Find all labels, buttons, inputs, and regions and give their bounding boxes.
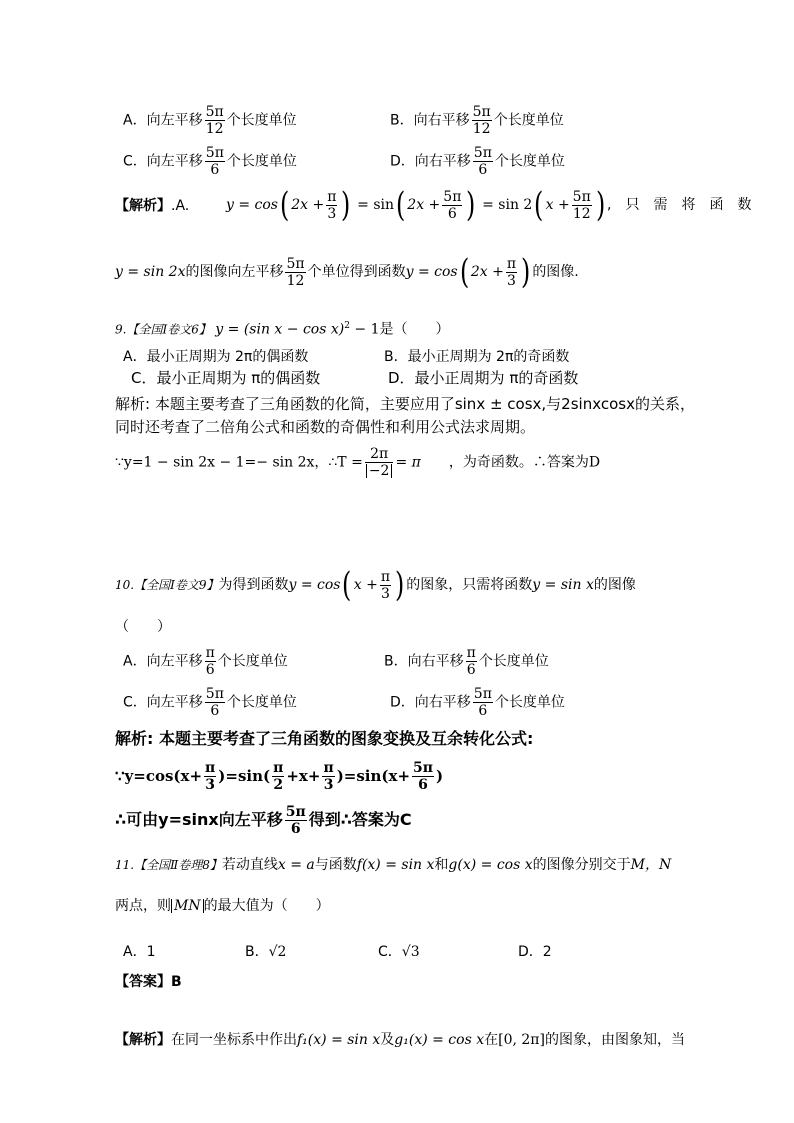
eq-exponent: 2 bbox=[344, 321, 350, 331]
fraction-den: 6 bbox=[447, 205, 457, 222]
q8-option-a-label: A．向左平移 bbox=[123, 112, 203, 129]
eq-part: = sin bbox=[357, 197, 395, 213]
q8-option-b-fraction bbox=[472, 104, 492, 137]
eq-part: [0, 2π] bbox=[498, 1032, 545, 1048]
fraction-num: 5π bbox=[285, 804, 306, 820]
q8-solution-label: 【解析】 bbox=[115, 198, 171, 214]
eq-part: f₁(x) = sin x bbox=[297, 1032, 381, 1048]
eq-part: M，N bbox=[630, 857, 672, 873]
text-part: 两点，则 bbox=[115, 898, 171, 914]
fraction-den: 6 bbox=[210, 162, 220, 178]
q9-solution-line3 bbox=[115, 446, 600, 479]
q9-option-a: A．最小正周期为 2π的偶函数 bbox=[123, 349, 309, 365]
q10-option-a-fraction bbox=[205, 645, 216, 678]
text-part: 的图象，由图象知，当 bbox=[544, 1032, 685, 1048]
paren-close: ) bbox=[466, 185, 476, 225]
q8-option-c-label: C．向左平移 bbox=[123, 153, 203, 170]
text-part: 和 bbox=[434, 857, 449, 873]
fraction-num: π bbox=[205, 645, 215, 661]
eq-fraction bbox=[326, 189, 337, 222]
q8-solution-equation bbox=[226, 185, 766, 225]
fraction-den: 6 bbox=[478, 162, 488, 178]
q10-option-c-suffix: 个长度单位 bbox=[226, 694, 297, 711]
q11-solution-label: 【解析】 bbox=[115, 1032, 171, 1048]
q8-option-b bbox=[390, 104, 564, 137]
q9-option-d: D．最小正周期为 π的奇函数 bbox=[388, 369, 579, 387]
paren-open: ( bbox=[459, 252, 469, 292]
eq-fraction bbox=[285, 804, 307, 837]
fraction-num: π bbox=[380, 568, 391, 585]
fraction-num: 5π bbox=[473, 145, 492, 161]
fraction-num: 5π bbox=[205, 686, 224, 702]
text-part: 的图像分别交于 bbox=[532, 857, 631, 873]
fraction-num: π bbox=[506, 255, 517, 272]
text-part: B． bbox=[245, 944, 269, 960]
eq-part: )=sin(x+ bbox=[336, 767, 411, 785]
text-part: 若动直线 bbox=[221, 857, 278, 873]
q9-solution-line2: 同时还考查了二倍角公式和函数的奇偶性和利用公式法求周期。 bbox=[115, 418, 536, 436]
q8-option-d-label: D．向右平移 bbox=[390, 153, 471, 170]
fraction-den: 6 bbox=[205, 662, 215, 678]
paren-close: ) bbox=[595, 185, 606, 225]
fraction-den: 12 bbox=[472, 121, 491, 137]
fraction-num: π bbox=[205, 760, 216, 776]
q9-stem-tail: 是（ ） bbox=[379, 321, 450, 338]
eq-part: 2x + bbox=[470, 264, 504, 280]
eq-tail-text: ,只需将函数 bbox=[607, 197, 766, 213]
eq-part: = sin 2 bbox=[482, 197, 533, 213]
paren-close: ) bbox=[521, 252, 531, 292]
eq-part: √3 bbox=[401, 944, 420, 960]
q10-answer-blank: （ ） bbox=[115, 619, 171, 635]
fraction-den: 6 bbox=[466, 662, 476, 678]
q10-option-a-label: A．向左平移 bbox=[123, 653, 203, 670]
q11-solution bbox=[115, 1030, 685, 1050]
paren-close: ) bbox=[341, 185, 351, 225]
q10-option-d-fraction bbox=[473, 686, 493, 719]
fraction-den: 3 bbox=[205, 777, 216, 793]
q10-option-b bbox=[384, 645, 549, 678]
q8-option-a-suffix: 个长度单位 bbox=[226, 112, 297, 129]
text-part: 的图像 bbox=[593, 577, 636, 593]
eq-part: ∵y=1 − sin 2x − 1=− sin 2x，∴T = bbox=[115, 454, 363, 471]
q10-solution-line1: 解析: 本题主要考查了三角函数的图象变换及互余转化公式: bbox=[115, 729, 534, 748]
paren-open: ( bbox=[342, 565, 352, 605]
eq-part: − 1 bbox=[349, 321, 380, 338]
fraction-num: 5π bbox=[205, 145, 224, 161]
q8-option-c-suffix: 个长度单位 bbox=[226, 153, 297, 170]
q11-option-a: A．1 bbox=[123, 944, 156, 960]
q10-option-d-label: D．向右平移 bbox=[390, 694, 471, 711]
eq-part: y = cos bbox=[288, 577, 341, 593]
eq-part: 2x + bbox=[291, 197, 325, 213]
text-part: 的图像向左平移 bbox=[185, 264, 284, 280]
q9-solution-line1: 解析: 本题主要考查了三角函数的化简，主要应用了sinx ± cosx,与2sinxcosx的关系， bbox=[115, 395, 695, 413]
q10-option-a-suffix: 个长度单位 bbox=[217, 653, 288, 670]
fraction-den: 3 bbox=[323, 777, 334, 793]
fraction-den: 3 bbox=[327, 205, 337, 222]
q8-option-d bbox=[390, 145, 565, 178]
text-part: 在 bbox=[484, 1032, 499, 1048]
eq-part: f(x) = sin x bbox=[356, 857, 435, 873]
eq-fraction bbox=[442, 189, 462, 222]
q10-option-d bbox=[390, 686, 565, 719]
q10-stem bbox=[115, 565, 636, 605]
eq-part: y = (sin x − cos x) bbox=[215, 321, 345, 338]
eq-part: x + bbox=[545, 197, 570, 213]
fraction-num: 5π bbox=[413, 760, 434, 776]
text-part: 的最大值为（ ） bbox=[203, 898, 330, 914]
q10-option-b-label: B．向右平移 bbox=[384, 653, 464, 670]
q10-option-c-label: C．向左平移 bbox=[123, 694, 203, 711]
q11-stem-line2 bbox=[115, 896, 330, 916]
eq-part: y = cos bbox=[405, 264, 458, 280]
q8-option-c bbox=[123, 145, 297, 178]
eq-fraction bbox=[506, 256, 517, 289]
q10-solution-line2 bbox=[115, 760, 443, 793]
q10-source-label: 10.【全国Ⅰ卷文9】 bbox=[115, 578, 219, 592]
fraction-num: π bbox=[327, 188, 337, 205]
text-part: 在同一坐标系中作出 bbox=[171, 1032, 297, 1048]
q8-solution-line1 bbox=[115, 196, 189, 216]
eq-part: y = cos bbox=[226, 197, 278, 213]
q8-option-c-fraction bbox=[205, 145, 225, 178]
fraction-num: 5π bbox=[286, 255, 305, 272]
q8-option-d-fraction bbox=[473, 145, 493, 178]
eq-part: √2 bbox=[268, 944, 287, 960]
q10-option-b-fraction bbox=[466, 645, 477, 678]
text-part: ∴可由y=sinx向左平移 bbox=[115, 810, 283, 829]
eq-part: x + bbox=[353, 577, 378, 593]
eq-part: g₁(x) = cos x bbox=[394, 1032, 485, 1048]
eq-part: ∵y=cos(x+ bbox=[115, 767, 203, 785]
fraction-num: π bbox=[466, 645, 476, 661]
text-part: 得到∴答案为C bbox=[308, 810, 412, 829]
fraction-den: 12 bbox=[286, 272, 305, 289]
paren-open: ( bbox=[396, 185, 406, 225]
eq-fraction bbox=[285, 256, 305, 289]
q9-source-label: 9.【全国Ⅰ卷文6】 bbox=[115, 322, 211, 337]
q10-option-a bbox=[123, 645, 288, 678]
q8-option-a-fraction bbox=[205, 104, 225, 137]
fraction-num: π bbox=[273, 760, 284, 776]
eq-part: +x+ bbox=[286, 767, 321, 785]
q8-option-b-label: B．向右平移 bbox=[390, 112, 470, 129]
paren-open: ( bbox=[534, 185, 544, 225]
fraction-den: 3 bbox=[380, 585, 390, 602]
eq-part: )=sin( bbox=[218, 767, 271, 785]
fraction-den: 3 bbox=[506, 272, 516, 289]
fraction-num: 2π bbox=[365, 446, 394, 463]
q10-option-b-suffix: 个长度单位 bbox=[478, 653, 549, 670]
text-part: 的图象，只需将函数 bbox=[406, 577, 533, 593]
q9-option-c: C．最小正周期为 π的偶函数 bbox=[131, 369, 321, 387]
abs-value: MN bbox=[171, 899, 204, 913]
text-part: 的图像. bbox=[532, 264, 579, 280]
fraction-num: 5π bbox=[473, 686, 492, 702]
q8-option-d-suffix: 个长度单位 bbox=[494, 153, 565, 170]
fraction-num: π bbox=[323, 760, 334, 776]
fraction-den: 2 bbox=[273, 777, 284, 793]
abs-value: −2 bbox=[366, 464, 393, 478]
q11-option-b bbox=[245, 942, 286, 962]
fraction-num: 5π bbox=[443, 188, 462, 205]
eq-part: = π bbox=[395, 454, 421, 471]
text-part: 与函数 bbox=[314, 857, 357, 873]
fraction-den: 6 bbox=[478, 703, 488, 719]
eq-part: 2x + bbox=[407, 197, 441, 213]
q9-option-b: B．最小正周期为 2π的奇函数 bbox=[384, 349, 570, 365]
eq-part: y = sin x bbox=[532, 577, 594, 593]
eq-fraction bbox=[322, 760, 334, 793]
eq-part: y = sin 2x bbox=[115, 264, 186, 280]
eq-fraction bbox=[412, 760, 434, 793]
fraction-num: 5π bbox=[572, 188, 591, 205]
text-part: 为得到函数 bbox=[218, 577, 289, 593]
q9-stem bbox=[115, 316, 449, 340]
eq-fraction bbox=[204, 760, 216, 793]
text-part: 个单位得到函数 bbox=[307, 264, 406, 280]
text-part: C． bbox=[378, 944, 402, 960]
eq-part: g(x) = cos x bbox=[448, 857, 533, 873]
q8-solution-answer: .A. bbox=[171, 198, 190, 214]
q11-option-c bbox=[378, 942, 420, 962]
eq-fraction bbox=[380, 569, 391, 602]
fraction-den: 12 bbox=[205, 121, 224, 137]
q10-option-c bbox=[123, 686, 297, 719]
paren-close: ) bbox=[395, 565, 405, 605]
eq-fraction bbox=[572, 189, 592, 222]
fraction-den: 6 bbox=[210, 703, 220, 719]
q11-source-label: 11.【全国Ⅱ卷理8】 bbox=[115, 858, 222, 872]
fraction-den: 6 bbox=[418, 777, 428, 793]
q11-option-d: D．2 bbox=[518, 944, 552, 960]
eq-fraction bbox=[365, 446, 394, 479]
q11-answer: 【答案】B bbox=[115, 974, 182, 990]
eq-part: ) bbox=[436, 767, 444, 785]
q10-option-d-suffix: 个长度单位 bbox=[494, 694, 565, 711]
fraction-num: 5π bbox=[472, 104, 491, 120]
paren-open: ( bbox=[279, 185, 290, 225]
fraction-den: 6 bbox=[290, 821, 301, 837]
q11-stem bbox=[115, 855, 671, 875]
text-part: ，为奇函数。∴答案为D bbox=[448, 454, 601, 471]
eq-fraction bbox=[272, 760, 284, 793]
fraction-den: 12 bbox=[572, 205, 591, 222]
eq-part: x = a bbox=[277, 857, 315, 873]
q8-solution-line2 bbox=[115, 252, 579, 292]
fraction-den bbox=[365, 463, 394, 479]
text-part: 及 bbox=[380, 1032, 395, 1048]
fraction-num: 5π bbox=[205, 104, 224, 120]
q8-option-a bbox=[123, 104, 297, 137]
q8-option-b-suffix: 个长度单位 bbox=[493, 112, 564, 129]
q10-option-c-fraction bbox=[205, 686, 225, 719]
q10-solution-line3 bbox=[115, 804, 412, 837]
